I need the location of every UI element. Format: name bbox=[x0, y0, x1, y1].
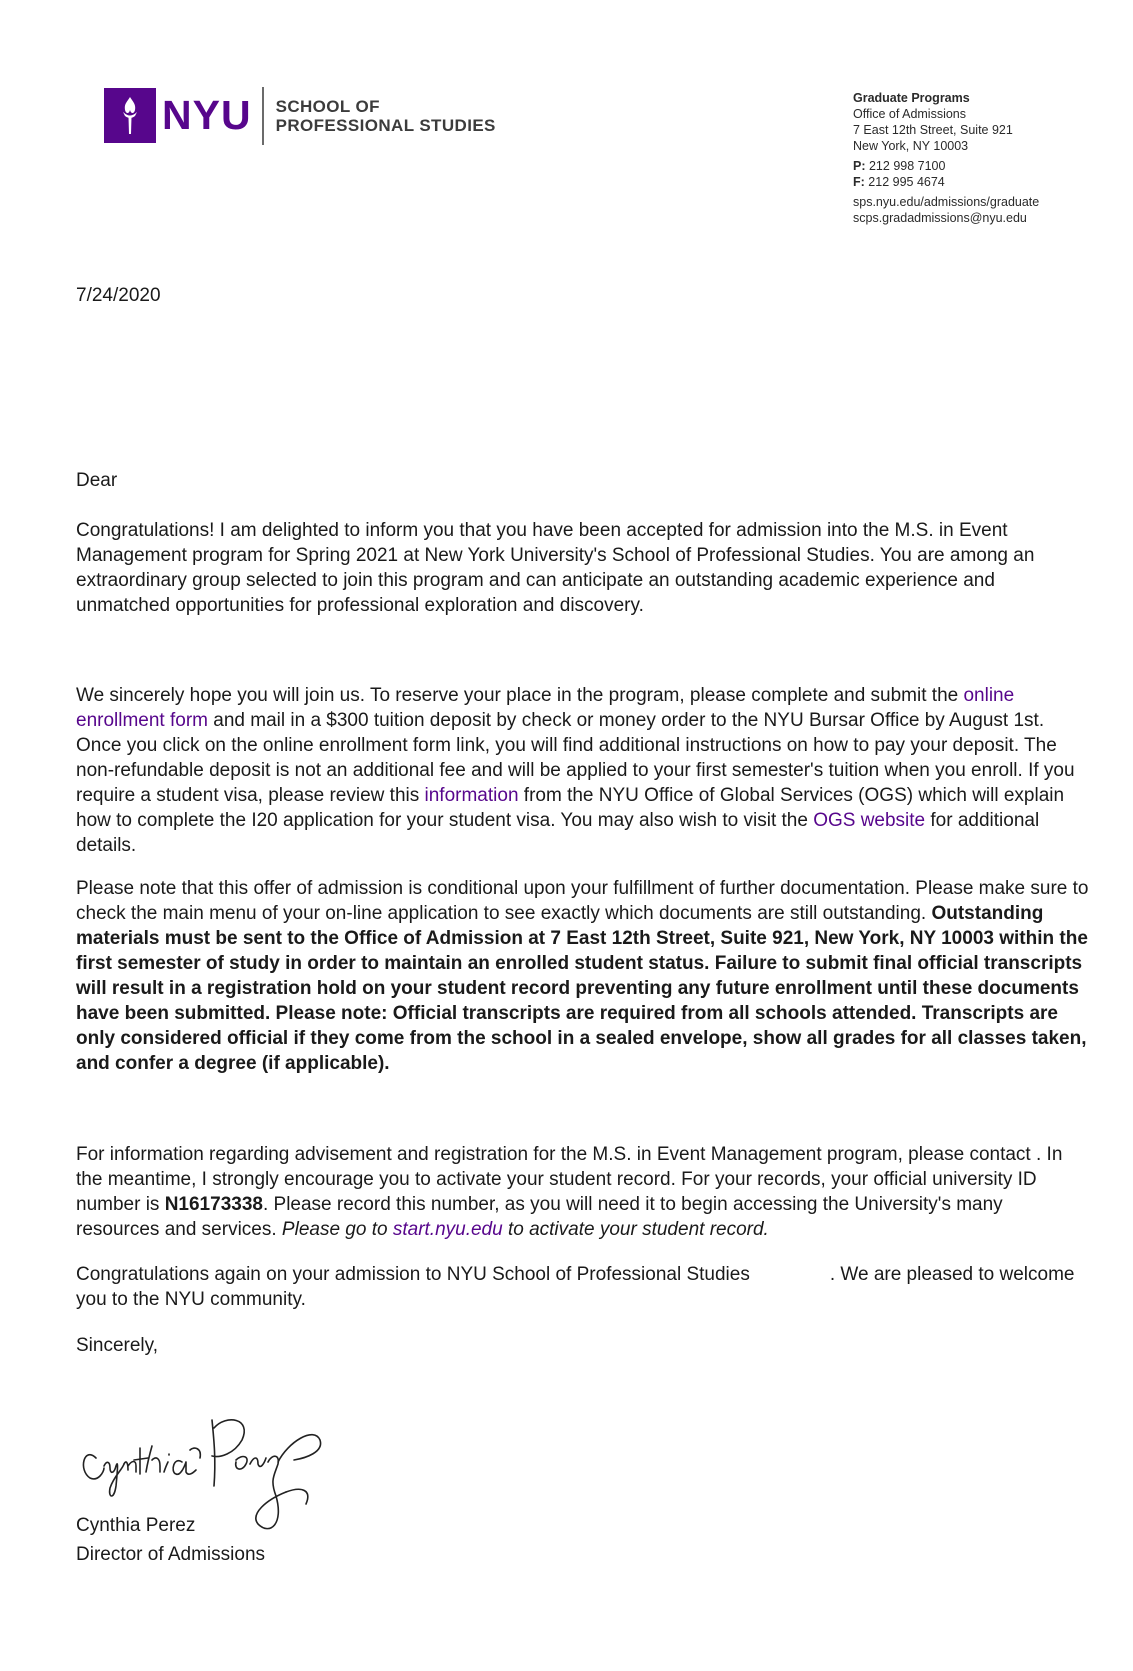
logo-wordmark: NYU bbox=[162, 92, 252, 138]
signer-title: Director of Admissions bbox=[76, 1544, 266, 1565]
start-nyu-link[interactable]: start.nyu.edu bbox=[392, 1219, 503, 1240]
office-address-block bbox=[853, 90, 1039, 226]
paragraph-enrollment: We sincerely hope you will join us. To reserve your place in the program, please complete and submit the online enrollment form and mail in a $300 tuition deposit by check or money order to the NYU Bursar Office by August 1st. Once you click on the online enrollment form link, you will find additional instructions on how to pay your deposit. The non-refundable deposit is not an additional fee and will be applied to your first semester's tuition when you enroll. If you require a student visa, please review this information from the NYU Office of Global Services (OGS) which will explain how to complete the I20 application for your student visa. You may also wish to visit the OGS website for additional details. bbox=[76, 685, 1075, 856]
ogs-website-link[interactable]: OGS website bbox=[813, 810, 926, 831]
paragraph-documentation: Please note that this offer of admission is conditional upon your fulfillment of further documentation. Please make sure to check the main menu of your on-line application to see exactly which documents are still outstanding. Outstanding materials must be sent to the Office of Admission at 7 East 12th Street, Suite 921, New York, NY 10003 within the first semester of study in order to maintain an enrolled student status. Failure to submit final official transcripts will result in a registration hold on your student record preventing any future enrollment until these documents have been submitted. Please note: Official transcripts are required from all schools attended. Transcripts are only considered official if they come from the school in a sealed envelope, show all grades for all classes taken, and confer a degree (if applicable). bbox=[76, 878, 1089, 1074]
office-dept: Office of Admissions bbox=[853, 107, 967, 121]
office-email: scps.gradadmissions@nyu.edu bbox=[853, 211, 1027, 225]
nyu-sps-logo bbox=[104, 88, 496, 143]
salutation: Dear bbox=[76, 470, 118, 491]
university-id-number: N16173338 bbox=[164, 1194, 263, 1215]
logo-divider bbox=[262, 87, 264, 145]
office-title: Graduate Programs bbox=[853, 91, 970, 105]
logo-school-name bbox=[276, 97, 496, 135]
office-website: sps.nyu.edu/admissions/graduate bbox=[853, 195, 1040, 209]
torch-icon bbox=[104, 88, 156, 143]
office-street: 7 East 12th Street, Suite 921 bbox=[853, 123, 1013, 137]
signer-name: Cynthia Perez bbox=[76, 1515, 196, 1536]
office-city: New York, NY 10003 bbox=[853, 139, 969, 153]
office-phone: P: 212 998 7100 bbox=[853, 159, 946, 173]
office-fax: F: 212 995 4674 bbox=[853, 175, 945, 189]
online-enrollment-form-link[interactable]: online enrollment form bbox=[76, 685, 1015, 731]
logo-school-line1: SCHOOL OF bbox=[275, 96, 380, 116]
letter-date: 7/24/2020 bbox=[76, 285, 161, 306]
paragraph-welcome: Congratulations again on your admission to NYU School of Professional Studies . We are pleased to welcome you to the NYU community. bbox=[76, 1264, 1075, 1310]
paragraph-acceptance: Congratulations! I am delighted to inform you that you have been accepted for admission into the M.S. in Event Management program for Spring 2021 at New York University's School of Professional Studies. You are among an extraordinary group selected to join this program and can anticipate an outstanding academic experience and unmatched opportunities for professional exploration and discovery. bbox=[76, 520, 1035, 616]
logo-school-line2: PROFESSIONAL STUDIES bbox=[275, 115, 496, 135]
documentation-requirements: Outstanding materials must be sent to the Office of Admission at 7 East 12th Street, Suite 921, New York, NY 10003 within the first semester of study in order to maintain an enrolled student status. Failure to submit final official transcripts will result in a registration hold on your student record preventing any future enrollment until these documents have been submitted. Please note: Official transcripts are required from all schools attended. Transcripts are only considered official if they come from the school in a sealed envelope, show all grades for all classes taken, and confer a degree (if applicable). bbox=[76, 903, 1088, 1074]
visa-information-link[interactable]: information bbox=[424, 785, 519, 806]
paragraph-registration: For information regarding advisement and registration for the M.S. in Event Management program, please contact . In the meantime, I strongly encourage you to activate your student record. For your records, your official university ID number is N16173338. Please record this number, as you will need it to begin accessing the University's many resources and services. Please go to start.nyu.edu to activate your student record. bbox=[76, 1144, 1063, 1240]
closing: Sincerely, bbox=[76, 1335, 159, 1356]
